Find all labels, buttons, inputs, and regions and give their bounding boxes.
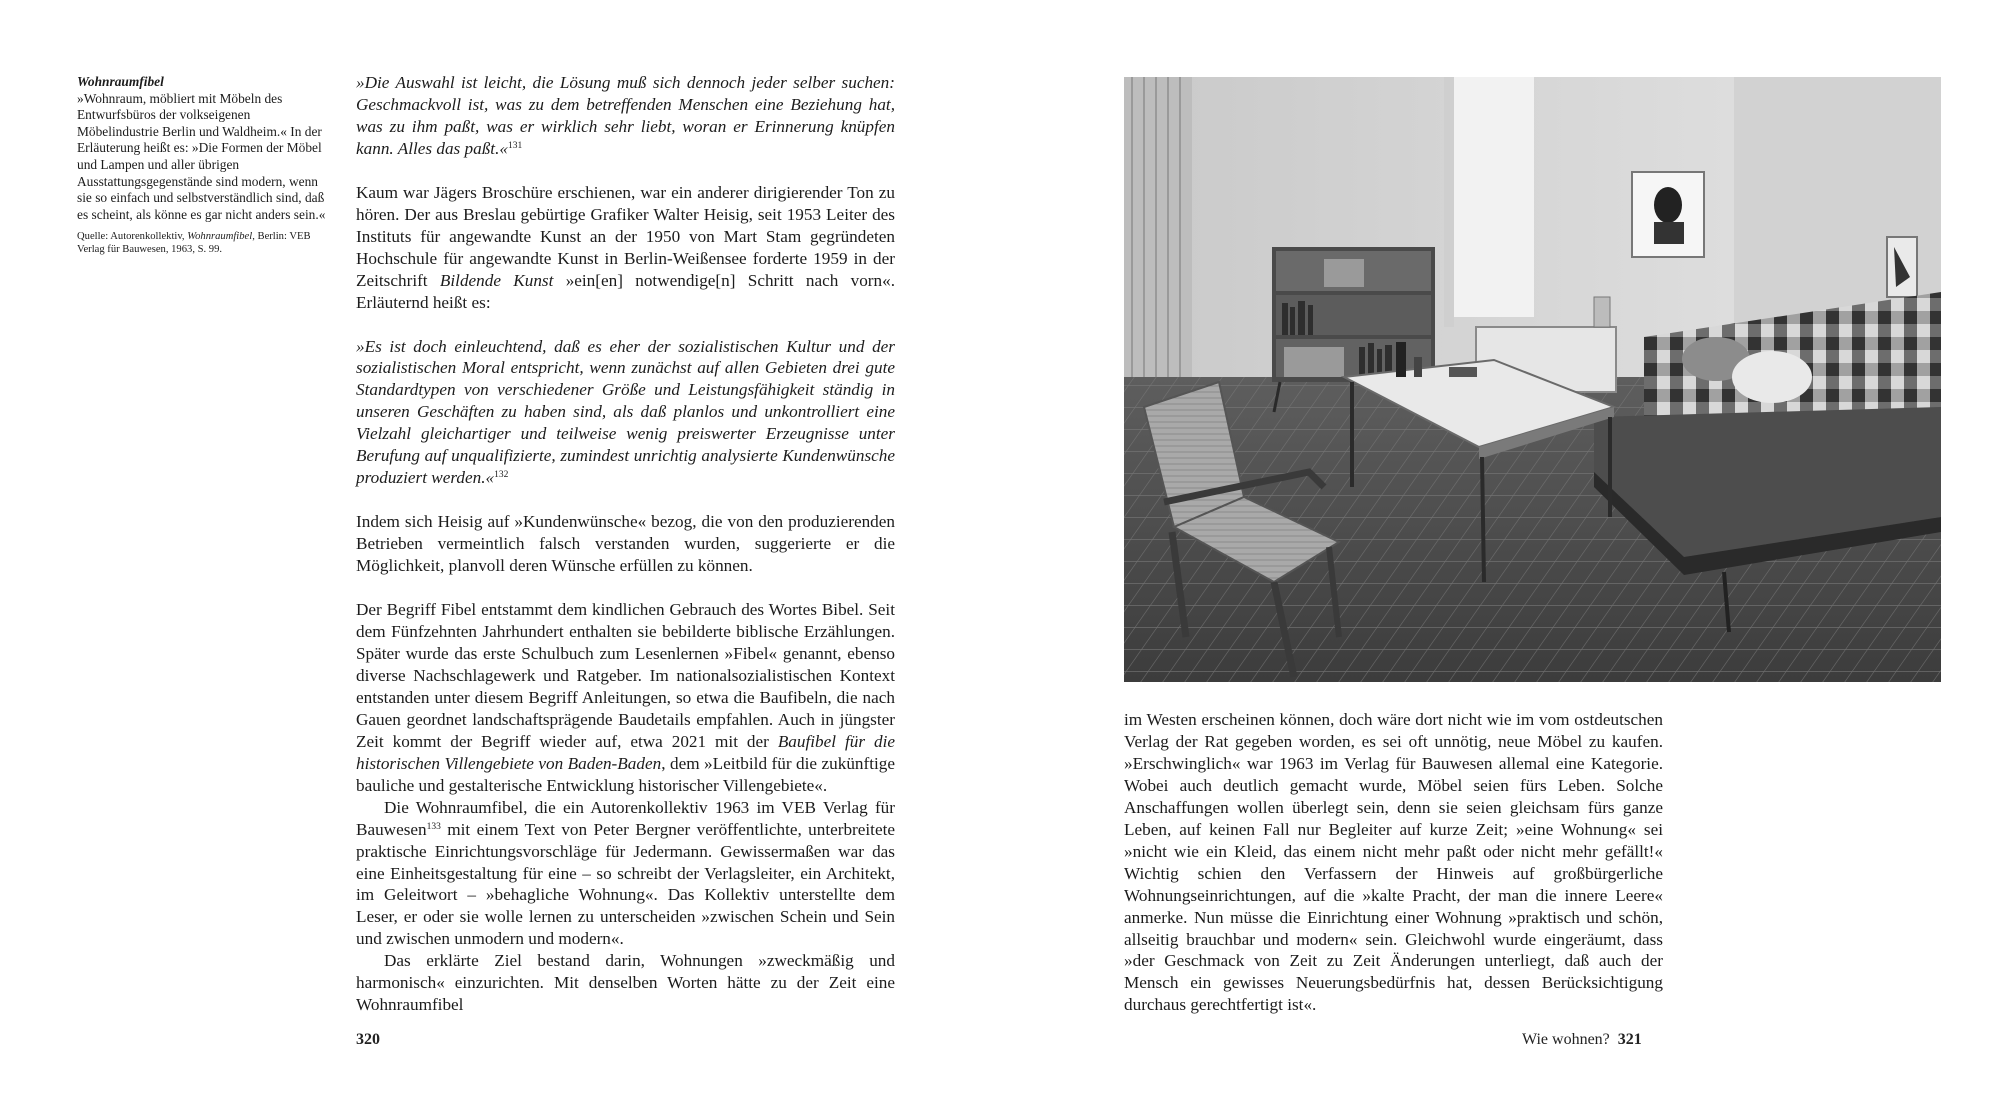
page-number-right: 321: [1617, 1031, 1642, 1048]
paragraph-2: Indem sich Heisig auf »Kundenwünsche« bezog, die von den produzierenden Betrieben vermeintlich falsch verstanden wurden, suggerierte er die Möglichkeit, planvoll deren Wünsche erfüllen zu können.: [356, 512, 895, 576]
interior-photograph: [1124, 77, 1941, 682]
sidenote-text: »Wohnraum, möbliert mit Möbeln des Entwurfsbüros der volkseigenen Möbelindustrie Berlin und Waldheim.« In der Erläuterung heißt es: »Die Formen der Möbel und Lampen und aller übrigen Ausstattungsgegenstände sind modern, wenn sie so einfach und selbstverständlich sind, daß es scheint, als könne es gar nicht anders sein.«: [77, 90, 326, 222]
p3-text-a: Der Begriff Fibel entstammt dem kindlichen Gebrauch des Wortes Bibel. Seit dem Fünfzehnten Jahrhundert enthalten sie bebilderte biblische Erzählungen. Später wurde das erste Schulbuch zum Lesenlernen »Fibel« genannt, ebenso diverse Nachschlagewerk und Ratgeber. Im nationalsozialistischen Kontext entstanden unter diesem Begriff Anleitungen, so etwa die Baufibeln, die nach Gauen geordnet landschaftsprägende Baudetails empfahlen. Auch in jüngster Zeit kommt der Begriff wieder auf, etwa 2021 mit der: [356, 600, 895, 751]
block-quote-1: [356, 72, 895, 160]
p1-text-b: »ein[en] notwendige[n] Schritt nach vorn«. Erläuternd heißt es:: [356, 270, 896, 312]
running-head-title: Wie wohnen?: [1522, 1031, 1610, 1048]
sidenote-title: Wohnraumfibel: [77, 74, 164, 89]
p1-journal-title: Bildende Kunst: [439, 270, 554, 290]
p3-book-title: Baufibel für die historischen Villengebiete von Baden-Baden: [356, 731, 895, 773]
left-page-body: [356, 72, 895, 1016]
sidenote: [77, 74, 332, 256]
block-quote-2: [356, 336, 895, 490]
paragraph-3: [356, 599, 895, 797]
paragraph-5: Das erklärte Ziel bestand darin, Wohnungen »zweckmäßig und harmonisch« einzurichten. Mit denselben Worten hätte zu der Zeit eine Wohnraumfibel: [356, 951, 895, 1015]
source-prefix: Quelle: Autorenkollektiv,: [77, 231, 185, 243]
source-suffix: , Berlin: VEB Verlag für Bauwesen, 1963, S. 99.: [77, 231, 311, 256]
right-paragraph: im Westen erscheinen können, doch wäre dort nicht wie im vom ostdeutschen Verlag der Rat gegeben worden, es sei oft unnötig, neue Möbel zu kaufen. »Erschwinglich« war 1963 im Verlag für Bauwesen allemal eine Kategorie. Wobei auch deutlich gemacht wurde, Möbel seien fürs Leben. Solche Anschaffungen wollen überlegt sein, denn sie seien gleichsam fürs ganze Leben, auf keinen Fall nur Begleiter auf kurze Zeit; »eine Wohnung« sei »nicht wie ein Kleid, das einem nicht mehr paßt oder nicht mehr gefällt!« Wichtig schien den Verfassern der Hinweis auf großbürgerliche Wohnungseinrichtungen, auf die »kalte Pracht, der man die innere Leere« anmerke. Nun müsse die Einrichtung einer Wohnung »praktisch und schön, allseitig brauchbar und modern« sein. Gleichwohl wurde eingeräumt, dass »der Geschmack von Zeit zu Zeit Änderungen unterliegt, daß auch der Mensch ein gewisses Neuerungsbedürfnis hat, dessen Berücksichtigung durchaus gerechtfertigt ist«.: [1124, 710, 1663, 1015]
page-number-left: 320: [356, 1031, 380, 1048]
p3-text-b: , dem »Leitbild für die zukünftige bauliche und gestalterische Entwicklung historischer Villengebiete«.: [356, 753, 896, 795]
quote-1-text: »Die Auswahl ist leicht, die Lösung muß sich dennoch jeder selber suchen: Geschmackvoll ist, was zu dem betreffenden Menschen eine Beziehung hat, was zu ihm paßt, was er wirklich sehr liebt, woran er Erinnerung knüpfen kann. Alles das paßt.«: [356, 73, 895, 158]
p1-text-a: Kaum war Jägers Broschüre erschienen, war ein anderer dirigierender Ton zu hören. Der aus Breslau gebürtige Grafiker Walter Heisig, seit 1953 Leiter des Instituts für angewandte Kunst an der 1950 von Mart Stam gegründeten Hochschule für angewandte Kunst in Berlin-Weißensee forderte 1959 in der Zeitschrift: [356, 182, 895, 290]
right-page-body: [1124, 709, 1663, 1016]
sidenote-source: [77, 230, 332, 256]
paragraph-4: [356, 797, 895, 951]
p4-text-a: Die Wohnraumfibel, die ein Autorenkollektiv 1963 im VEB Verlag für Bauwesen: [356, 797, 895, 839]
footnote-ref-133: 133: [426, 821, 441, 832]
footnote-ref-131: 131: [507, 140, 523, 151]
paragraph-1: [356, 182, 895, 314]
running-head-right: [1522, 1031, 1642, 1049]
quote-2-text: »Es ist doch einleuchtend, daß es eher der sozialistischen Kultur und der sozialistischen Moral entspricht, wenn zunächst auf allen Gebieten drei gute Standardtypen von verschiedener Größe und Leistungsfähigkeit ständig in unseren Geschäften zu haben sind, als daß planlos und unkontrolliert eine Vielzahl gleichartiger und teilweise wenig preiswerter Erzeugnisse unter Berufung auf unqualifizierte, zumindest unrichtig analysierte Kundenwünsche produziert werden.«: [356, 336, 895, 488]
living-room-photo-illustration: [1124, 77, 1941, 682]
p4-text-b: mit einem Text von Peter Bergner veröffentlichte, unterbreitete praktische Einrichtungsvorschläge für Jedermann. Gewissermaßen war das eine Einheitsgestaltung für eine – so schreibt der Verlagsleiter, ein Architekt, im Geleitwort – »behagliche Wohnung«. Das Kollektiv unterstellte dem Leser, er oder sie wolle lernen zu unterscheiden »zwischen Schein und Sein und zwischen unmodern und modern«.: [356, 819, 895, 949]
footnote-ref-132: 132: [494, 470, 509, 481]
source-title: Wohnraumfibel: [187, 231, 253, 243]
